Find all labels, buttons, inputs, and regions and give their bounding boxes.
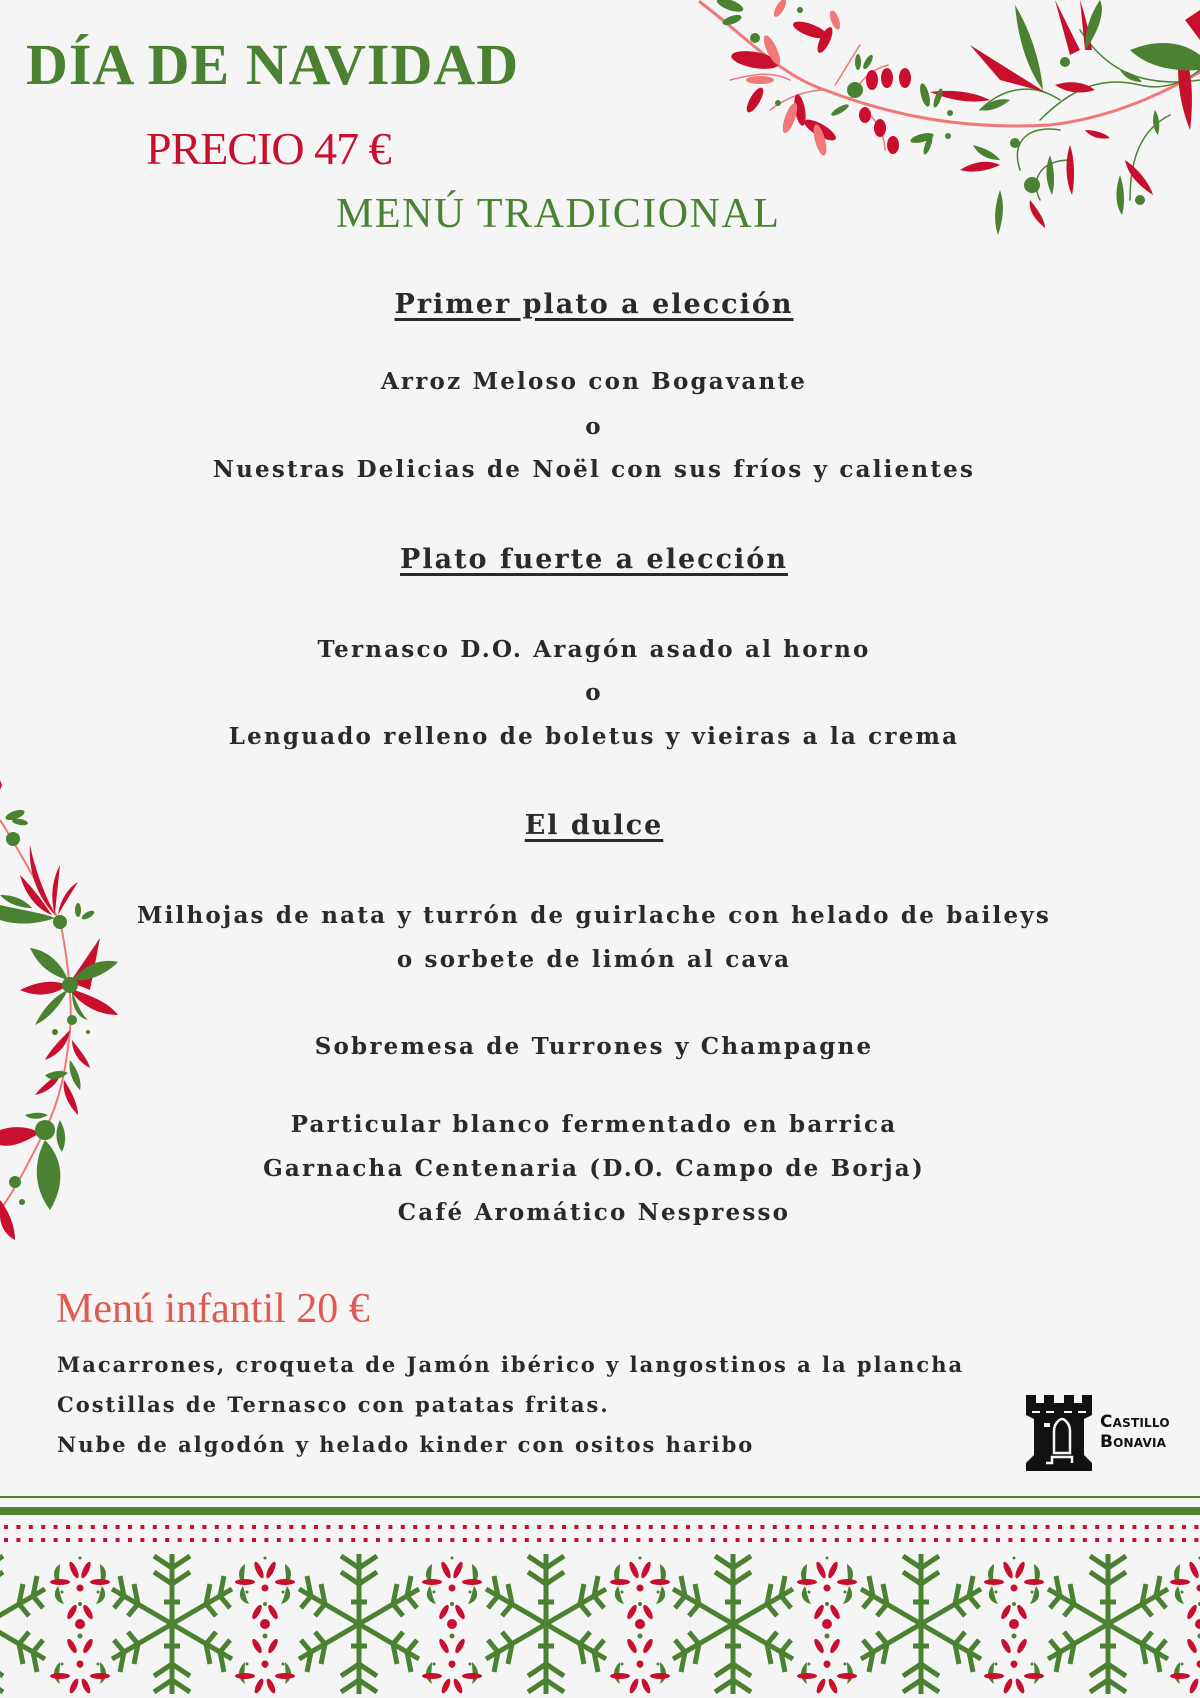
poinsettia-garland-icon <box>0 770 130 1270</box>
section-heading-first-course: Primer plato a elección <box>394 289 794 320</box>
kids-menu-item: Costillas de Ternasco con patatas fritas. <box>57 1392 610 1417</box>
drink-item: Garnacha Centenaria (D.O. Campo de Borja) <box>263 1155 925 1182</box>
kids-menu-title: Menú infantil 20 € <box>56 1286 370 1332</box>
menu-item-separator: o <box>585 413 603 440</box>
section-heading-dessert: El dulce <box>524 810 664 841</box>
castle-tower-icon <box>1024 1393 1094 1471</box>
menu-item: Lenguado relleno de boletus y vieiras a la crema <box>228 723 960 750</box>
menu-item-separator: o <box>585 679 603 706</box>
menu-item: o sorbete de limón al cava <box>396 946 792 973</box>
after-dinner-item: Sobremesa de Turrones y Champagne <box>314 1033 874 1060</box>
dotted-divider <box>0 1525 1200 1529</box>
menu-subtitle: MENÚ TRADICIONAL <box>336 191 781 237</box>
price-label: PRECIO 47 € <box>146 123 391 174</box>
divider-thin <box>0 1496 1200 1498</box>
logo-text <box>1100 1412 1170 1452</box>
menu-item: Milhojas de nata y turrón de guirlache con helado de baileys <box>136 902 1052 929</box>
menu-item: Nuestras Delicias de Noël con sus fríos y calientes <box>212 456 976 483</box>
menu-item: Arroz Meloso con Bogavante <box>380 368 808 395</box>
drink-item: Café Aromático Nespresso <box>397 1199 791 1226</box>
section-heading-main-course: Plato fuerte a elección <box>400 544 788 575</box>
menu-item: Ternasco D.O. Aragón asado al horno <box>317 636 871 663</box>
castillo-bonavia-logo <box>1024 1392 1196 1472</box>
kids-menu-item: Nube de algodón y helado kinder con ositos haribo <box>57 1432 755 1457</box>
divider-thick <box>0 1507 1200 1515</box>
logo-line-2: Bonavia <box>1100 1432 1167 1452</box>
page-title: DÍA DE NAVIDAD <box>26 32 520 97</box>
logo-line-1: Castillo <box>1100 1412 1170 1432</box>
dotted-divider <box>0 1538 1200 1542</box>
kids-menu-item: Macarrones, croqueta de Jamón ibérico y langostinos a la plancha <box>57 1352 965 1377</box>
drink-item: Particular blanco fermentado en barrica <box>290 1111 898 1138</box>
snowflake-border-pattern <box>0 1550 1200 1698</box>
